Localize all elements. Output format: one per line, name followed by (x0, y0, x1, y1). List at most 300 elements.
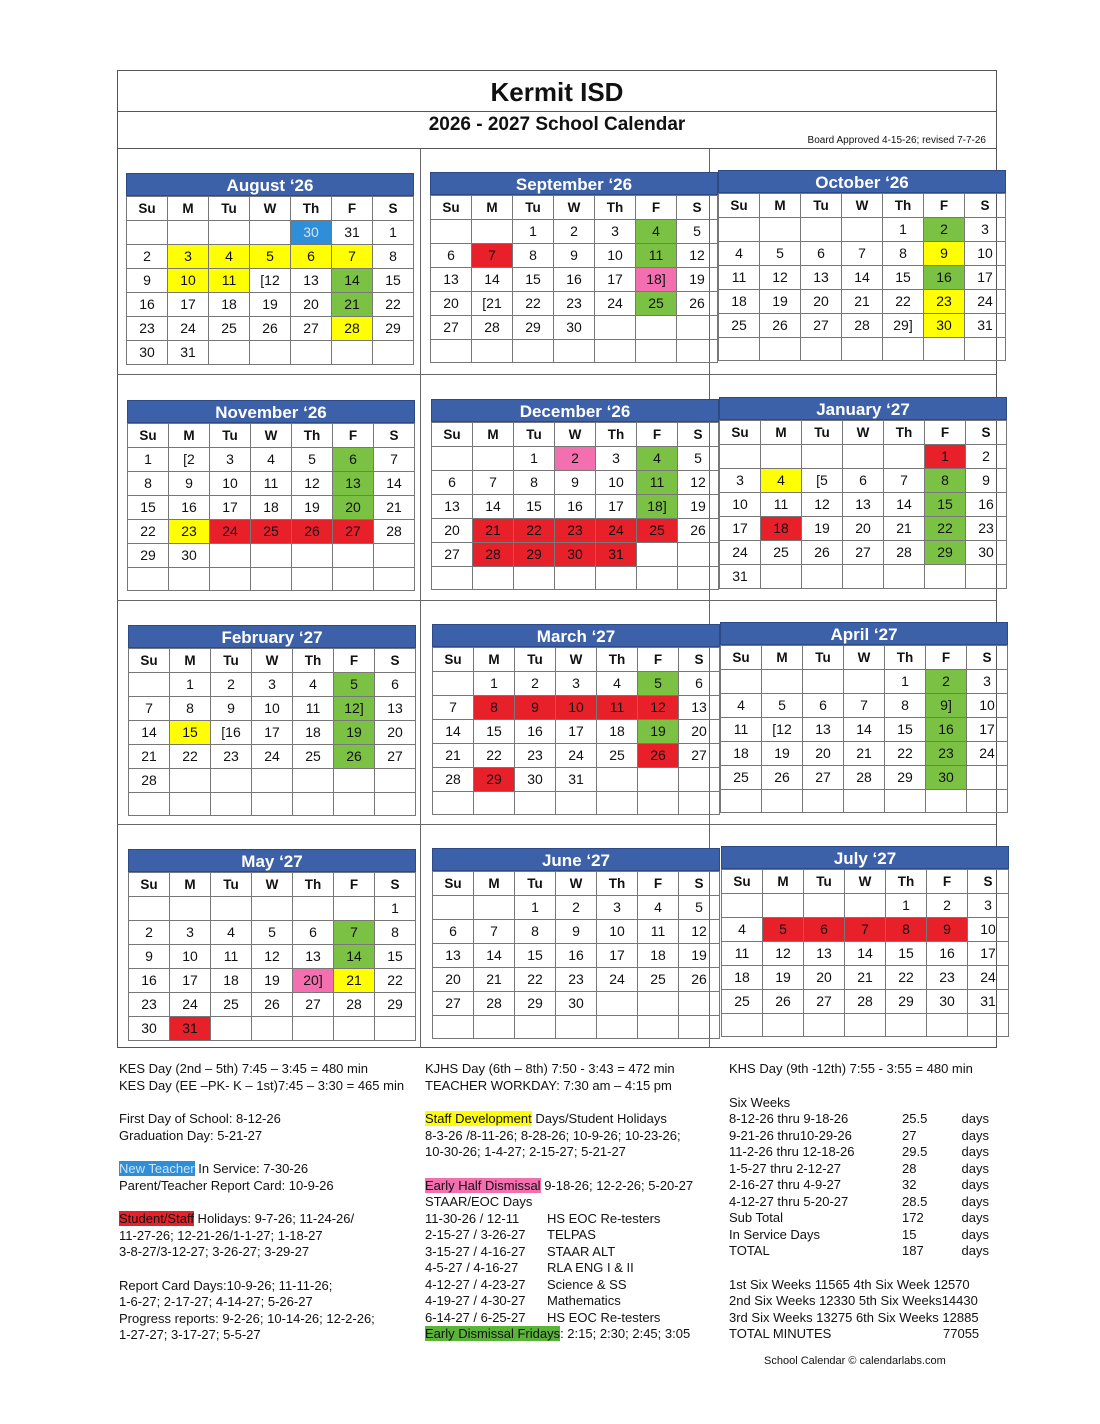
day-cell: 29 (514, 543, 555, 567)
week-row (129, 673, 416, 697)
day-cell (292, 544, 333, 568)
day-cell: 27 (843, 541, 884, 565)
week-row (719, 314, 1006, 338)
day-cell: 11 (597, 696, 638, 720)
weekday-header: Tu (803, 646, 844, 670)
holidays-note-3: 3-8-27/3-12-27; 3-26-27; 3-29-27 (119, 1244, 310, 1259)
day-cell: 17 (170, 969, 211, 993)
day-cell (721, 790, 762, 813)
day-cell: 14 (129, 721, 170, 745)
month-grid (127, 423, 415, 591)
day-cell: 2 (515, 672, 556, 696)
day-cell: 19 (762, 742, 803, 766)
day-cell: 19 (250, 293, 291, 317)
day-cell: 20 (804, 966, 845, 990)
day-cell: 9 (129, 945, 170, 969)
week-row (722, 942, 1009, 966)
day-cell (597, 792, 638, 815)
day-cell: 20 (291, 293, 332, 317)
day-cell: 27 (433, 992, 474, 1016)
weekday-header: F (638, 648, 679, 672)
day-cell (473, 447, 514, 471)
day-cell: 28 (474, 992, 515, 1016)
weekday-header: Tu (513, 196, 554, 220)
day-cell: 3 (556, 672, 597, 696)
day-cell: 23 (515, 744, 556, 768)
day-cell: 6 (432, 471, 473, 495)
day-cell: 2 (556, 896, 597, 920)
weekday-header: F (334, 873, 375, 897)
six-weeks-row (729, 1194, 989, 1211)
day-cell: [21 (472, 292, 513, 316)
day-cell (293, 793, 334, 816)
day-cell (293, 1017, 334, 1041)
early-dismissal-fridays-text: : 2:15; 2:30; 2:45; 3:05 (560, 1326, 691, 1341)
week-row (128, 568, 415, 591)
weekday-header: F (334, 649, 375, 673)
day-cell (763, 894, 804, 918)
weekday-header: Tu (801, 194, 842, 218)
graduation-note: Graduation Day: 5-21-27 (119, 1127, 263, 1143)
day-cell: 22 (885, 742, 926, 766)
six-weeks-title: Six Weeks (729, 1094, 791, 1110)
day-cell: 9 (211, 697, 252, 721)
weekday-header: M (474, 872, 515, 896)
early-dismissal-fridays-label: Early Dismissal Fridays (425, 1326, 561, 1341)
day-cell: 30 (927, 990, 968, 1014)
day-cell (763, 1014, 804, 1037)
weekday-header: Tu (515, 648, 556, 672)
day-cell: 22 (373, 293, 414, 317)
day-cell: 5 (677, 220, 718, 244)
day-cell: 2 (555, 447, 596, 471)
day-cell (127, 221, 168, 245)
day-cell: 24 (170, 993, 211, 1017)
day-cell: 20 (679, 720, 720, 744)
day-cell (637, 567, 678, 590)
early-half-dismissal-label: Early Half Dismissal (425, 1177, 541, 1193)
week-row (129, 721, 416, 745)
weekday-header: W (556, 648, 597, 672)
weekday-header: F (927, 870, 968, 894)
week-row (129, 993, 416, 1017)
day-cell (678, 567, 719, 590)
day-cell: 23 (554, 292, 595, 316)
day-cell: 10 (168, 269, 209, 293)
day-cell (170, 793, 211, 816)
weekday-header: Su (432, 423, 473, 447)
weekday-header: Tu (514, 423, 555, 447)
day-cell (250, 341, 291, 365)
staar-table (425, 1211, 725, 1327)
weekday-header: Th (885, 646, 926, 670)
day-cell: 29 (375, 993, 416, 1017)
day-cell: 22 (925, 517, 966, 541)
month-grid (128, 648, 416, 816)
day-cell: 10 (965, 242, 1006, 266)
month-grid (431, 422, 719, 590)
day-cell (762, 790, 803, 813)
day-cell: 22 (514, 519, 555, 543)
day-cell (170, 769, 211, 793)
six-weeks-row (729, 1210, 989, 1227)
day-cell: 11 (209, 269, 250, 293)
day-cell: 10 (556, 696, 597, 720)
grid-divider (117, 600, 997, 601)
weekday-header: S (373, 197, 414, 221)
weekday-header: M (762, 646, 803, 670)
subtitle-row (117, 111, 997, 149)
day-cell (293, 769, 334, 793)
month-title: February ‘27 (128, 625, 416, 648)
weekday-header: Th (292, 424, 333, 448)
weekday-header: Su (128, 424, 169, 448)
day-cell (211, 897, 252, 921)
week-row (128, 448, 415, 472)
six-weeks-count: 28 (902, 1160, 917, 1176)
day-cell: 26 (802, 541, 843, 565)
day-cell: 7 (474, 920, 515, 944)
day-cell (433, 1016, 474, 1039)
day-cell: 7 (844, 694, 885, 718)
day-cell: 28 (129, 769, 170, 793)
day-cell: 15 (883, 266, 924, 290)
day-cell: 9 (927, 918, 968, 942)
day-cell: 24 (968, 966, 1009, 990)
day-cell: 3 (210, 448, 251, 472)
month-calendar (721, 846, 1009, 1037)
day-cell: 11 (719, 266, 760, 290)
day-cell: 18 (597, 720, 638, 744)
day-cell (804, 894, 845, 918)
day-cell (211, 769, 252, 793)
day-cell: 15 (885, 718, 926, 742)
month-calendar (431, 399, 719, 590)
month-calendar (720, 622, 1008, 813)
day-cell: 9 (966, 469, 1007, 493)
day-cell: 11 (722, 942, 763, 966)
day-cell (638, 792, 679, 815)
six-weeks-count: 32 (902, 1177, 917, 1192)
week-row (433, 696, 720, 720)
day-cell: 5 (679, 896, 720, 920)
day-cell (334, 897, 375, 921)
day-cell: 16 (927, 942, 968, 966)
report-card-note: Parent/Teacher Report Card: 10-9-26 (119, 1177, 334, 1193)
day-cell: 9 (924, 242, 965, 266)
new-teacher-label: New Teacher (119, 1161, 195, 1176)
day-cell (967, 766, 1008, 790)
month-title: September ‘26 (430, 172, 718, 195)
day-cell (884, 445, 925, 469)
day-cell: 2 (127, 245, 168, 269)
six-weeks-row (729, 1177, 989, 1194)
day-cell: 30 (169, 544, 210, 568)
week-row (720, 541, 1007, 565)
day-cell: 25 (293, 745, 334, 769)
day-cell (210, 544, 251, 568)
weekday-header: S (679, 872, 720, 896)
week-row (721, 766, 1008, 790)
day-cell (211, 1017, 252, 1041)
day-cell: 26 (334, 745, 375, 769)
day-cell: 26 (677, 292, 718, 316)
weekday-header: W (556, 872, 597, 896)
six-weeks-period: In Service Days (729, 1226, 821, 1242)
day-cell: 23 (924, 290, 965, 314)
day-cell: 24 (596, 519, 637, 543)
day-cell: 19 (802, 517, 843, 541)
day-cell: 14 (334, 945, 375, 969)
month-calendar (430, 172, 718, 363)
weekday-header: S (967, 646, 1008, 670)
day-cell: 5 (252, 921, 293, 945)
day-cell: 6 (801, 242, 842, 266)
month-title: April ‘27 (720, 622, 1008, 645)
day-cell: 20 (801, 290, 842, 314)
day-cell (170, 897, 211, 921)
six-weeks-period: 9-21-26 thru10-29-26 (729, 1127, 852, 1143)
week-row (433, 768, 720, 792)
day-cell: 12 (292, 472, 333, 496)
day-cell: 1 (514, 447, 555, 471)
month-grid (432, 871, 720, 1039)
day-cell: 29 (513, 316, 554, 340)
day-cell: 26 (292, 520, 333, 544)
day-cell: 25 (209, 317, 250, 341)
day-cell: 13 (293, 945, 334, 969)
day-cell: 13 (431, 268, 472, 292)
day-cell: 16 (127, 293, 168, 317)
day-cell: 24 (595, 292, 636, 316)
day-cell (375, 793, 416, 816)
day-cell: 28 (845, 990, 886, 1014)
day-cell: 6 (803, 694, 844, 718)
day-cell: 21 (884, 517, 925, 541)
day-cell: [16 (211, 721, 252, 745)
week-row (432, 495, 719, 519)
day-cell: 3 (596, 447, 637, 471)
day-cell: 17 (168, 293, 209, 317)
day-cell: 14 (473, 495, 514, 519)
day-cell: [12 (250, 269, 291, 293)
day-cell: 27 (375, 745, 416, 769)
day-cell (968, 1014, 1009, 1037)
weekday-header: S (375, 873, 416, 897)
week-row (128, 544, 415, 568)
staar-dates: 4-12-27 / 4-23-27 (425, 1276, 526, 1292)
day-cell: 5 (762, 694, 803, 718)
day-cell (883, 338, 924, 361)
day-cell: 26 (678, 519, 719, 543)
staar-dates: 6-14-27 / 6-25-27 (425, 1309, 526, 1325)
day-cell: 15 (128, 496, 169, 520)
day-cell: 7 (374, 448, 415, 472)
day-cell (332, 341, 373, 365)
day-cell (252, 1017, 293, 1041)
day-cell: 12 (679, 920, 720, 944)
day-cell: 9 (127, 269, 168, 293)
weekday-header: F (637, 423, 678, 447)
day-cell: 31 (968, 990, 1009, 1014)
day-cell: 27 (291, 317, 332, 341)
weekday-header: Su (721, 646, 762, 670)
weekday-header: M (169, 424, 210, 448)
day-cell (677, 316, 718, 340)
day-cell: 19 (292, 496, 333, 520)
month-calendar (432, 624, 720, 815)
week-row (431, 340, 718, 363)
day-cell: 2 (554, 220, 595, 244)
day-cell: 19 (638, 720, 679, 744)
weekday-header: Tu (802, 421, 843, 445)
weekday-header: S (677, 196, 718, 220)
weekday-header: S (375, 649, 416, 673)
day-cell: 23 (556, 968, 597, 992)
day-cell: 2 (926, 670, 967, 694)
day-cell: 6 (333, 448, 374, 472)
staff-development-note (425, 1111, 725, 1128)
day-cell: 13 (803, 718, 844, 742)
day-cell: 11 (211, 945, 252, 969)
week-row (721, 718, 1008, 742)
day-cell: 25 (721, 766, 762, 790)
month-title: November ‘26 (127, 400, 415, 423)
day-cell: 15 (474, 720, 515, 744)
footer-credit: School Calendar © calendarlabs.com (764, 1355, 946, 1367)
day-cell: 15 (515, 944, 556, 968)
day-cell: 10 (597, 920, 638, 944)
day-cell: 13 (432, 495, 473, 519)
week-row (129, 921, 416, 945)
six-weeks-row (729, 1161, 989, 1178)
total-minutes-row (729, 1326, 989, 1343)
weekday-header: M (473, 423, 514, 447)
day-cell (803, 670, 844, 694)
day-cell (761, 445, 802, 469)
day-cell: 31 (720, 565, 761, 589)
six-weeks-unit: days (961, 1177, 989, 1192)
day-cell: 10 (596, 471, 637, 495)
weekday-header: S (965, 194, 1006, 218)
day-cell: 1 (885, 670, 926, 694)
month-title: December ‘26 (431, 399, 719, 422)
day-cell: 26 (252, 993, 293, 1017)
day-cell: 16 (924, 266, 965, 290)
day-cell: [5 (802, 469, 843, 493)
day-cell: 5 (678, 447, 719, 471)
day-cell: 15 (375, 945, 416, 969)
day-cell: 30 (926, 766, 967, 790)
weekday-header: Th (596, 423, 637, 447)
day-cell: 7 (332, 245, 373, 269)
weekday-header: M (761, 421, 802, 445)
month-calendar (432, 848, 720, 1039)
day-cell: 1 (925, 445, 966, 469)
six-weeks-unit: days (961, 1243, 989, 1258)
day-cell: 8 (373, 245, 414, 269)
week-row (719, 218, 1006, 242)
day-cell (638, 1016, 679, 1039)
kes-day-note: KES Day (2nd – 5th) 7:45 – 3:45 = 480 min (119, 1061, 368, 1076)
day-cell: 25 (251, 520, 292, 544)
month-grid (128, 872, 416, 1041)
day-cell: 14 (374, 472, 415, 496)
staff-development-label: Staff Development (425, 1111, 532, 1126)
day-cell: 6 (433, 920, 474, 944)
day-cell: 30 (966, 541, 1007, 565)
weekday-header: M (763, 870, 804, 894)
day-cell: 22 (474, 744, 515, 768)
weekday-header: W (845, 870, 886, 894)
day-cell: 30 (515, 768, 556, 792)
day-cell: 11 (636, 244, 677, 268)
day-cell: 20 (333, 496, 374, 520)
six-weeks-unit: days (961, 1111, 989, 1126)
day-cell: 2 (211, 673, 252, 697)
week-row (720, 493, 1007, 517)
day-cell (473, 567, 514, 590)
six-weeks-period: 4-12-27 thru 5-20-27 (729, 1193, 849, 1209)
weekday-header: F (638, 872, 679, 896)
day-cell: 21 (129, 745, 170, 769)
day-cell: 28 (842, 314, 883, 338)
day-cell: 18 (293, 721, 334, 745)
week-row (433, 792, 720, 815)
day-cell: 11 (761, 493, 802, 517)
day-cell: 5 (292, 448, 333, 472)
day-cell (432, 567, 473, 590)
day-cell: 28 (334, 993, 375, 1017)
day-cell: 17 (595, 268, 636, 292)
day-cell: 25 (719, 314, 760, 338)
day-cell: 24 (967, 742, 1008, 766)
day-cell: 15 (514, 495, 555, 519)
day-cell: 1 (474, 672, 515, 696)
day-cell (433, 792, 474, 815)
day-cell: 16 (554, 268, 595, 292)
day-cell: 23 (966, 517, 1007, 541)
day-cell (251, 568, 292, 591)
staar-row (425, 1244, 725, 1261)
day-cell (375, 1017, 416, 1041)
day-cell: 25 (211, 993, 252, 1017)
day-cell (595, 316, 636, 340)
staar-test: Mathematics (547, 1293, 621, 1308)
day-cell: 14 (844, 718, 885, 742)
week-row (721, 670, 1008, 694)
grid-divider (117, 824, 997, 825)
day-cell: 17 (210, 496, 251, 520)
day-cell: 6 (293, 921, 334, 945)
day-cell: 22 (513, 292, 554, 316)
day-cell: 3 (595, 220, 636, 244)
day-cell: 20 (433, 968, 474, 992)
staar-row (425, 1211, 725, 1228)
day-cell (129, 793, 170, 816)
weekday-header: F (926, 646, 967, 670)
day-cell: 27 (431, 316, 472, 340)
weekday-header: Tu (211, 873, 252, 897)
day-cell: 13 (375, 697, 416, 721)
staff-development-text: Days/Student Holidays (531, 1111, 667, 1126)
day-cell: 5 (760, 242, 801, 266)
week-row (432, 519, 719, 543)
week-row (128, 472, 415, 496)
day-cell: 21 (334, 969, 375, 993)
day-cell (252, 793, 293, 816)
day-cell (803, 790, 844, 813)
